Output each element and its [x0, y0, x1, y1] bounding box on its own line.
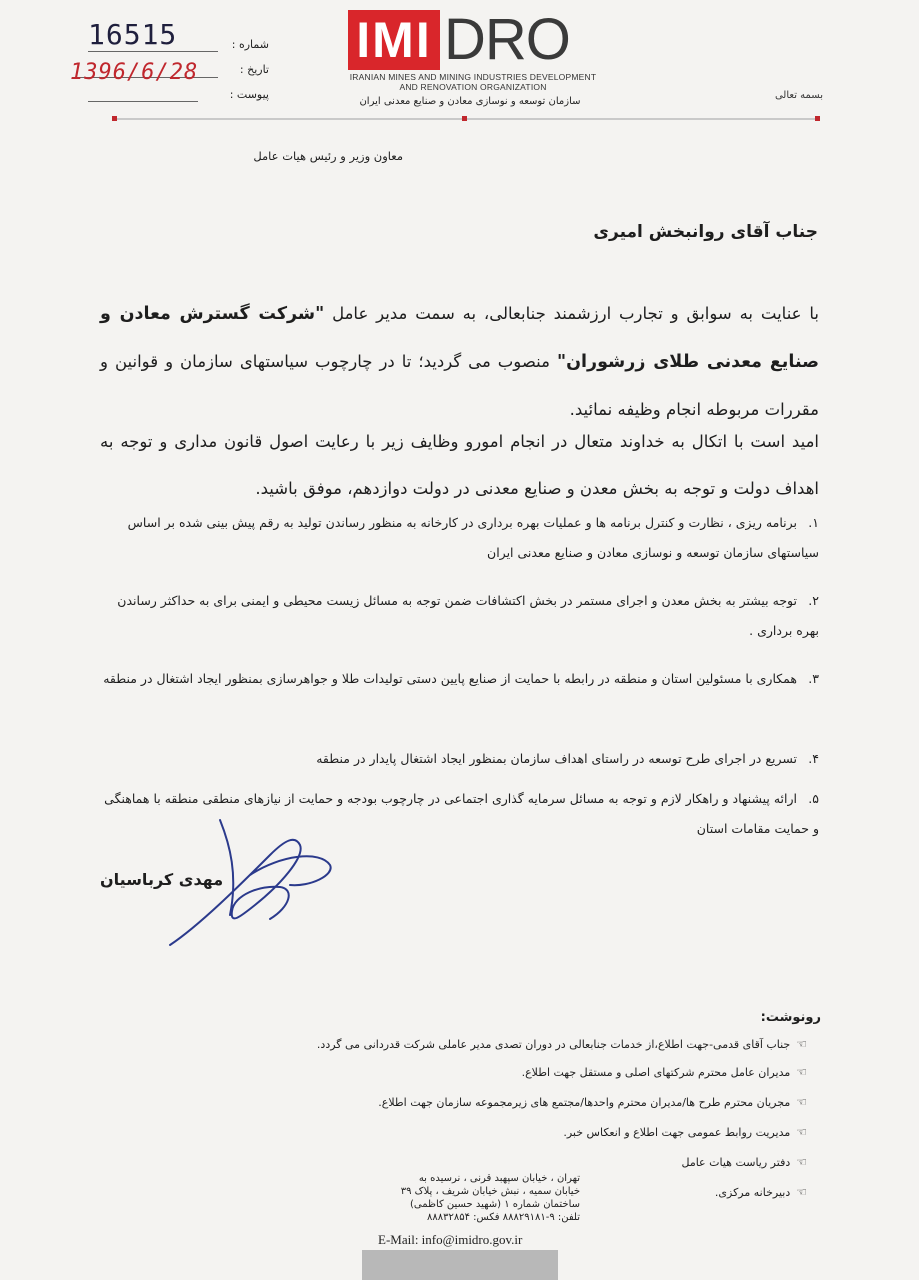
pointing-hand-icon: ☜ [796, 1185, 807, 1199]
duty-item-number: ۵. [808, 791, 819, 806]
logo-dro: DRO [444, 7, 570, 72]
signatory-name: مهدی کرباسیان [100, 870, 224, 889]
pointing-hand-icon: ☜ [796, 1095, 807, 1109]
duty-item-3 [100, 664, 819, 694]
deputy-title: معاون وزیر و رئیس هیات عامل [253, 149, 403, 163]
divider-dot-left [112, 116, 117, 121]
number-label: شماره : [231, 38, 269, 51]
org-name-en [348, 72, 598, 92]
attachment-label: پیوست : [229, 88, 269, 101]
para1-text2: منصوب می گردید؛ تا در چارچوب سیاستهای سازمان و قوانین و مقررات مربوطه انجام وظیفه نمائید. [100, 352, 819, 419]
org-name-en-line1: IRANIAN MINES AND MINING INDUSTRIES DEVELOPMENT [349, 72, 597, 82]
attachment-line [88, 100, 198, 102]
bismillah: بسمه تعالی [774, 90, 823, 101]
org-name-fa: سازمان توسعه و نوسازی معادن و صنایع معدنی ایران [359, 96, 581, 107]
company-name: "شرکت گسترش معادن و صنایع معدنی طلای زرشوران" [100, 304, 819, 372]
footer-band [362, 1250, 558, 1280]
cc-item-text: جناب آقای قدمی-جهت اطلاع،از خدمات جنابعالی در دوران تصدی مدیر عاملی شرکت قدردانی می گردد. [316, 1037, 791, 1051]
cc-item [681, 1155, 807, 1169]
duty-item-text: برنامه ریزی ، نظارت و کنترل برنامه ها و عملیات بهره برداری در کارخانه به منظور رساندن تولید به رقم پیش بینی شده بر اساس سیاستهای سازمان توسعه و نوسازی معادن و صنایع معدنی ایران [127, 515, 819, 560]
duty-item-number: ۴. [808, 751, 819, 766]
duty-item-1 [100, 508, 819, 568]
duty-item-text: توجه بیشتر به بخش معدن و اجرای مستمر در بخش اکتشافات ضمن توجه به مسائل زیست محیطی و ایمنی برای به حداکثر رساندن بهره برداری . [117, 593, 819, 638]
cc-item [563, 1125, 807, 1139]
cc-item-text: مدیریت روابط عمومی جهت اطلاع و انعکاس خبر. [563, 1125, 791, 1139]
paragraph-wishes: امید است با اتکال به خداوند متعال در انجام امورو وظایف زیر با رعایت اصول قانون مداری و توجه به اهداف دولت و توجه به بخش معدن و صنایع معدنی در دولت دوازدهم، موفق باشید. [100, 432, 819, 498]
cc-item-text: دبیرخانه مرکزی. [714, 1185, 791, 1199]
duty-item-number: ۲. [808, 593, 819, 608]
duty-item-4 [100, 744, 819, 774]
duty-item-text: ارائه پیشنهاد و راهکار لازم و توجه به مسائل سرمایه گذاری اجتماعی در چارچوب بودجه و حمایت از نیازهای منطقی منطقه با هماهنگی و حمایت مقامات استان [104, 791, 819, 836]
cc-item [378, 1095, 807, 1109]
logo-imi: IMI [348, 10, 440, 70]
cc-item [522, 1065, 807, 1079]
cc-item-text: مجریان محترم طرح ها/مدیران محترم واحدها/مجتمع های زیرمجموعه سازمان جهت اطلاع. [378, 1095, 791, 1109]
phone-fax: تلفن: ۹-۸۸۸۲۹۱۸۱ فکس: ۸۸۸۳۲۸۵۴ [426, 1212, 580, 1223]
cc-item [715, 1185, 807, 1199]
duty-item-text: همکاری با مسئولین استان و منطقه در رابطه با حمایت از صنایع پایین دستی تولیدات طلا و جواهرسازی بمنظور ایجاد اشتغال در منطقه [103, 671, 797, 686]
address-line: ساختمان شماره ۱ (شهید حسین کاظمی) [409, 1199, 580, 1210]
pointing-hand-icon: ☜ [796, 1155, 807, 1169]
cc-item [317, 1037, 807, 1051]
divider-dot-center [462, 116, 467, 121]
duty-item-number: ۱. [808, 515, 819, 530]
address-line: خیابان سمیه ، نبش خیابان شریف ، پلاک ۳۹ [400, 1186, 580, 1197]
cc-title: رونوشت: [760, 1010, 821, 1025]
cc-item-text: دفتر ریاست هیات عامل [681, 1155, 791, 1169]
paragraph-appointment [100, 290, 819, 433]
org-name-en-line2: AND RENOVATION ORGANIZATION [399, 82, 547, 92]
letter-date-handwritten: 1396/6/28 [70, 60, 199, 85]
pointing-hand-icon: ☜ [796, 1125, 807, 1139]
para1-text1: با عنایت به سوابق و تجارب ارزشمند جنابعالی، به سمت مدیر عامل [324, 304, 819, 323]
address-line: تهران ، خیابان سپهبد قرنی ، نرسیده به [418, 1173, 580, 1184]
pointing-hand-icon: ☜ [796, 1037, 807, 1051]
cc-item-text: مدیران عامل محترم شرکتهای اصلی و مستقل جهت اطلاع. [521, 1065, 791, 1079]
date-label: تاریخ : [239, 63, 269, 76]
letter-number-handwritten: 16515 [88, 18, 178, 51]
footer-email[interactable]: E-Mail: info@imidro.gov.ir [378, 1232, 523, 1247]
duty-item-number: ۳. [808, 671, 819, 686]
footer-address [360, 1172, 580, 1224]
duty-item-2 [100, 586, 819, 646]
duty-item-text: تسریع در اجرای طرح توسعه در راستای اهداف سازمان بمنظور ایجاد اشتغال پایدار در منطقه [316, 751, 797, 766]
imidro-logo [348, 7, 590, 72]
pointing-hand-icon: ☜ [796, 1065, 807, 1079]
recipient-title: جناب آقای روانبخش امیری [593, 222, 818, 242]
divider-dot-right [815, 116, 820, 121]
